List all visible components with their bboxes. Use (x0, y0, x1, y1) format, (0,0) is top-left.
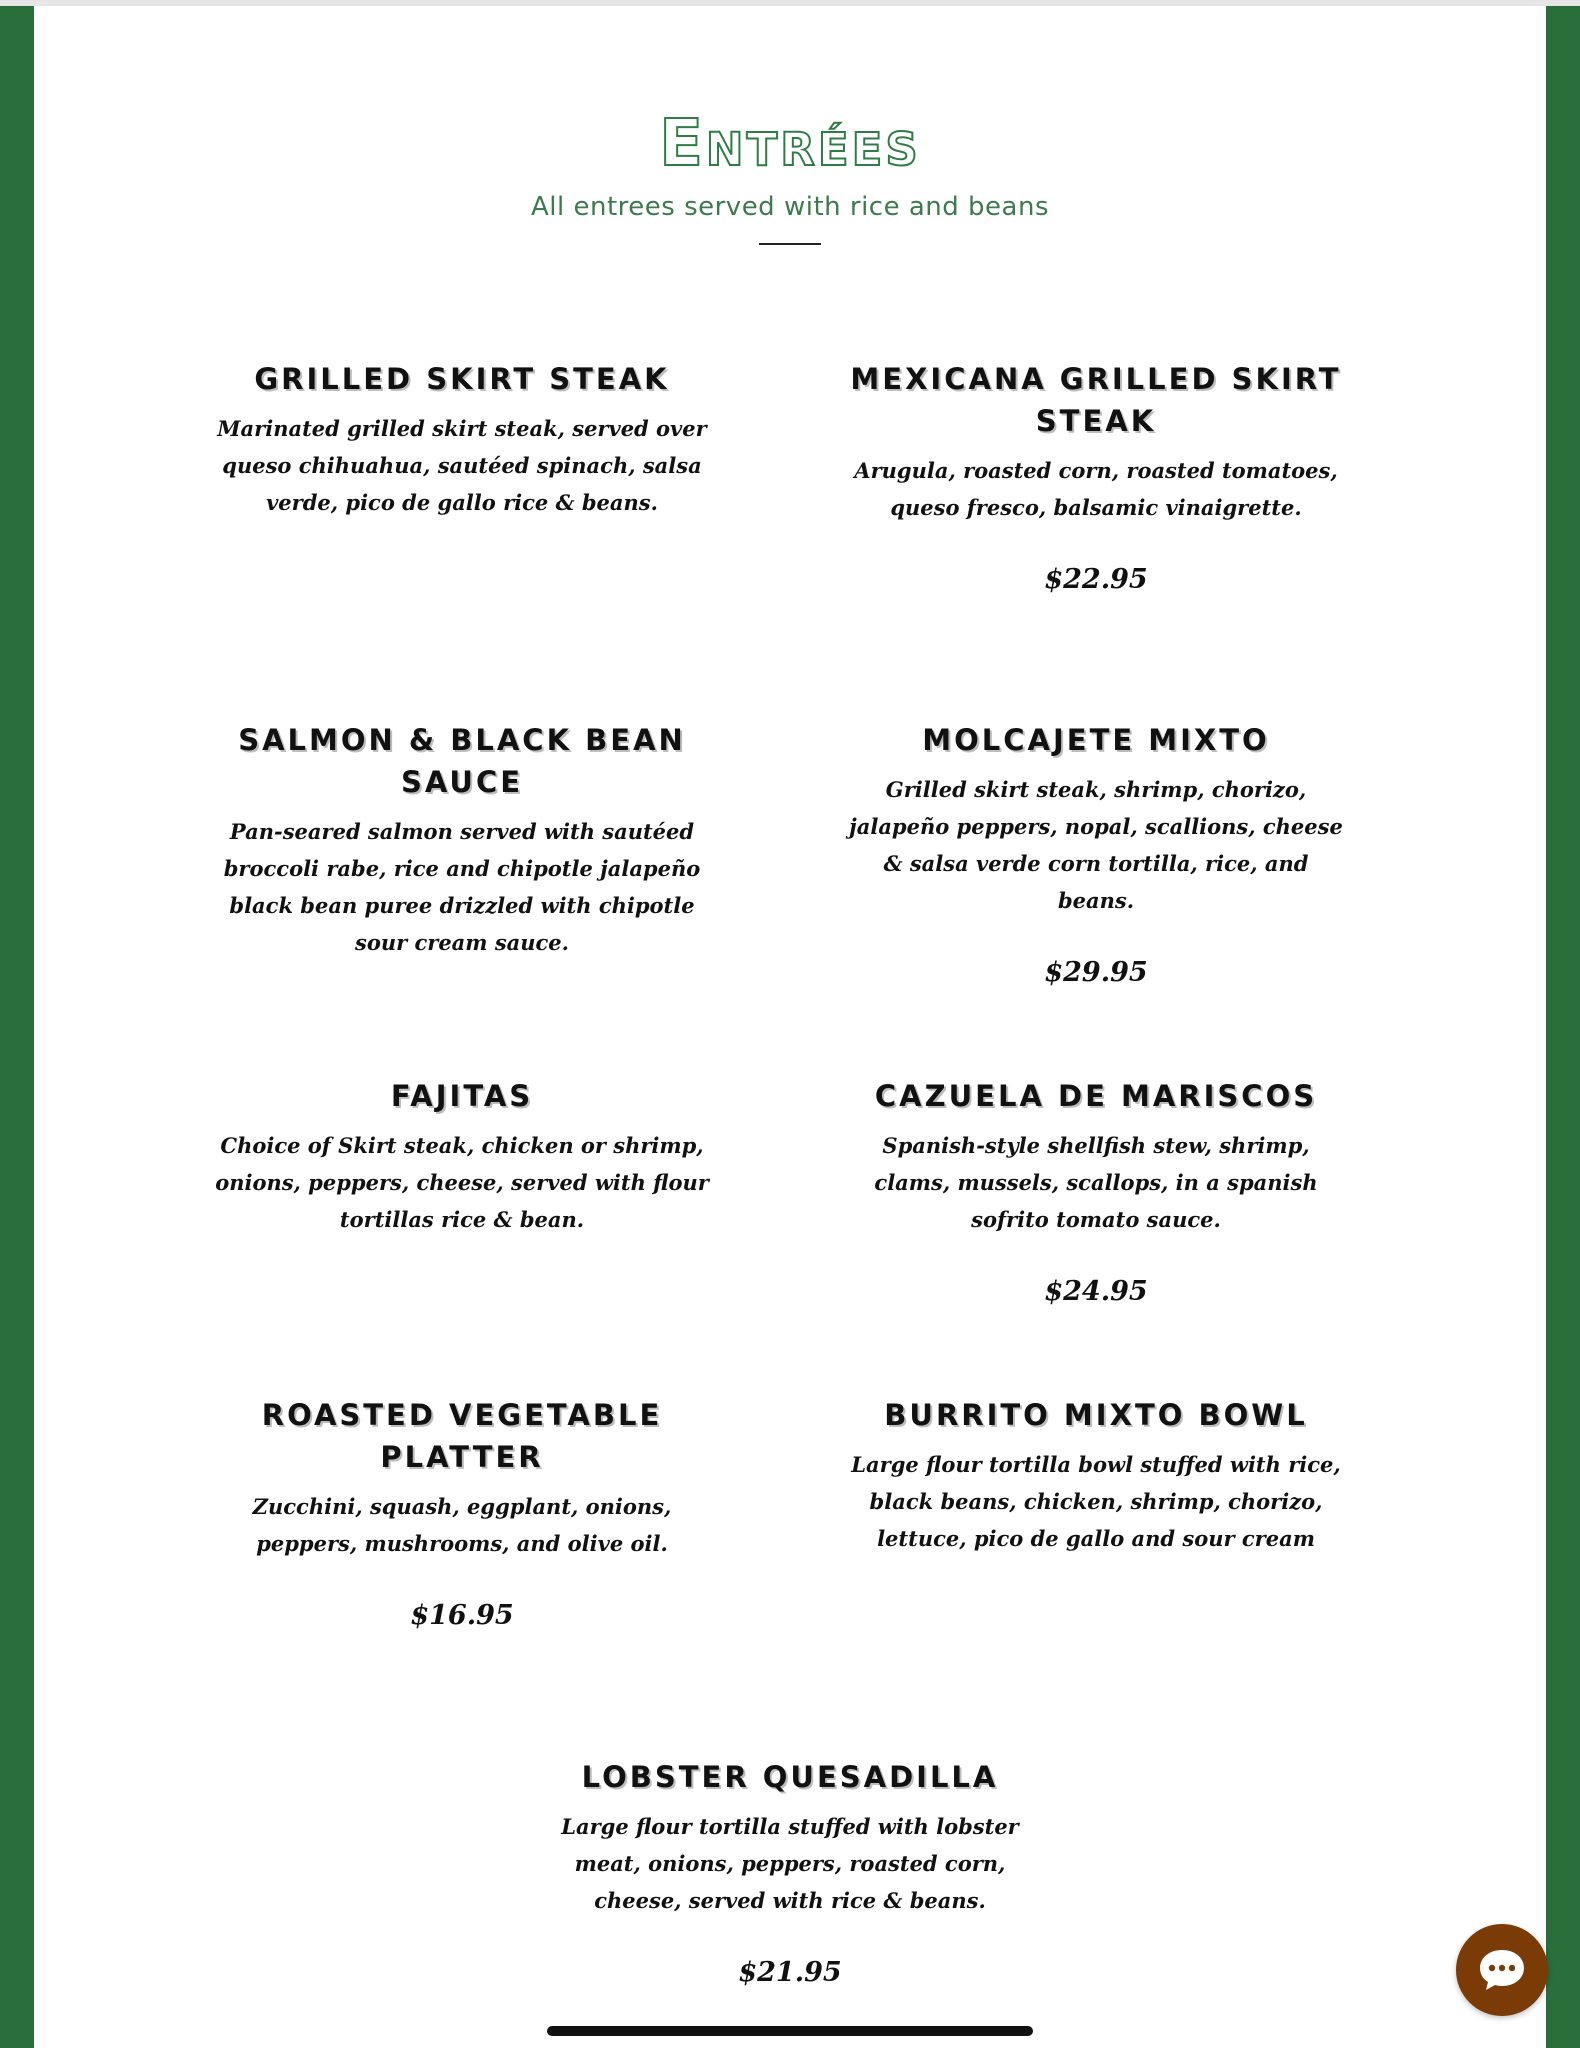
page-subtitle: All entrees served with rice and beans (530, 192, 1049, 222)
title-divider (759, 243, 821, 245)
chat-bubble-icon (1477, 1947, 1527, 1993)
menu-item (212, 1394, 712, 1631)
menu-item (540, 1756, 1040, 1988)
item-description: Spanish-style shellfish stew, shrimp, clams, mussels, scallops, in a spanish sofrito tomato sauce. (874, 1133, 1318, 1232)
item-name: GRILLED SKIRT STEAK (254, 362, 670, 396)
item-name: FAJITAS (390, 1079, 534, 1113)
item-description: Large flour tortilla bowl stuffed with rice, black beans, chicken, shrimp, chorizo, lettuce, pico de gallo and sour cream (851, 1452, 1341, 1551)
item-description: Pan-seared salmon served with sautéed broccoli rabe, rice and chipotle jalapeño black bean puree drizzled with chipotle sour cream sauce. (223, 819, 701, 955)
menu-item (846, 1394, 1346, 1557)
item-name: ROASTED VEGETABLE PLATTER (261, 1398, 663, 1474)
page-title: Entrées (659, 106, 921, 181)
item-description: Choice of Skirt steak, chicken or shrimp, onions, peppers, cheese, served with flour tortillas rice & bean. (215, 1133, 709, 1232)
item-price: $22.95 (1044, 564, 1148, 595)
item-name: MOLCAJETE MIXTO (922, 723, 1270, 757)
menu-item (846, 358, 1346, 595)
item-price: $21.95 (738, 1957, 842, 1988)
item-name: MEXICANA GRILLED SKIRT STEAK (850, 362, 1342, 438)
chat-button[interactable] (1456, 1924, 1548, 2016)
item-price: $24.95 (1044, 1276, 1148, 1307)
item-name: SALMON & BLACK BEAN SAUCE (238, 723, 686, 799)
menu-page (34, 6, 1546, 2048)
item-description: Marinated grilled skirt steak, served over queso chihuahua, sautéed spinach, salsa verde, pico de gallo rice & beans. (217, 416, 707, 515)
item-description: Grilled skirt steak, shrimp, chorizo, jalapeño peppers, nopal, scallions, cheese & salsa verde corn tortilla, rice, and beans. (849, 777, 1343, 913)
menu-item (846, 719, 1346, 988)
item-name: CAZUELA DE MARISCOS (874, 1079, 1318, 1113)
menu-item (846, 1075, 1346, 1307)
menu-item (212, 358, 712, 521)
item-price: $29.95 (1044, 957, 1148, 988)
menu-item (212, 719, 712, 961)
home-indicator[interactable] (547, 2026, 1033, 2036)
item-description: Arugula, roasted corn, roasted tomatoes, queso fresco, balsamic vinaigrette. (854, 458, 1338, 520)
menu-item (212, 1075, 712, 1238)
item-price: $16.95 (410, 1600, 514, 1631)
item-name: BURRITO MIXTO BOWL (884, 1398, 1308, 1432)
item-name: LOBSTER QUESADILLA (581, 1760, 999, 1794)
item-description: Large flour tortilla stuffed with lobster meat, onions, peppers, roasted corn, cheese, served with rice & beans. (561, 1814, 1019, 1913)
item-description: Zucchini, squash, eggplant, onions, peppers, mushrooms, and olive oil. (252, 1494, 672, 1556)
